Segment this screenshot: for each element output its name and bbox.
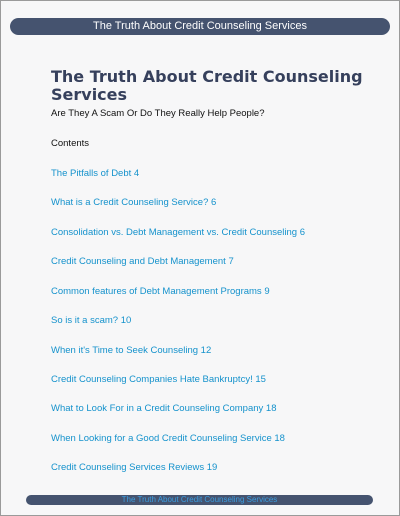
toc-item-consolidation-vs-debt-management[interactable]: Consolidation vs. Debt Management vs. Credit Counseling 6 xyxy=(51,227,305,238)
toc-item-is-it-a-scam[interactable]: So is it a scam? 10 xyxy=(51,315,132,326)
toc-item-debt-management-features[interactable]: Common features of Debt Management Programs 9 xyxy=(51,286,270,297)
toc-item-companies-hate-bankruptcy[interactable]: Credit Counseling Companies Hate Bankruptcy! 15 xyxy=(51,374,266,385)
toc-item-time-to-seek-counseling[interactable]: When it's Time to Seek Counseling 12 xyxy=(51,345,212,356)
document-title: The Truth About Credit Counseling Services xyxy=(51,67,363,104)
contents-heading: Contents xyxy=(51,138,90,149)
running-footer: The Truth About Credit Counseling Services xyxy=(26,495,373,505)
toc-item-counseling-reviews[interactable]: Credit Counseling Services Reviews 19 xyxy=(51,462,218,473)
toc-item-pitfalls-of-debt[interactable]: The Pitfalls of Debt 4 xyxy=(51,168,140,179)
toc-item-credit-counseling-and-debt-management[interactable]: Credit Counseling and Debt Management 7 xyxy=(51,256,234,267)
running-header: The Truth About Credit Counseling Services xyxy=(10,18,390,35)
toc-item-what-is-credit-counseling[interactable]: What is a Credit Counseling Service? 6 xyxy=(51,197,217,208)
document-subtitle: Are They A Scam Or Do They Really Help People? xyxy=(51,108,265,119)
toc-item-what-to-look-for[interactable]: What to Look For in a Credit Counseling Company 18 xyxy=(51,403,277,414)
toc-item-good-counseling-service[interactable]: When Looking for a Good Credit Counseling Service 18 xyxy=(51,433,285,444)
